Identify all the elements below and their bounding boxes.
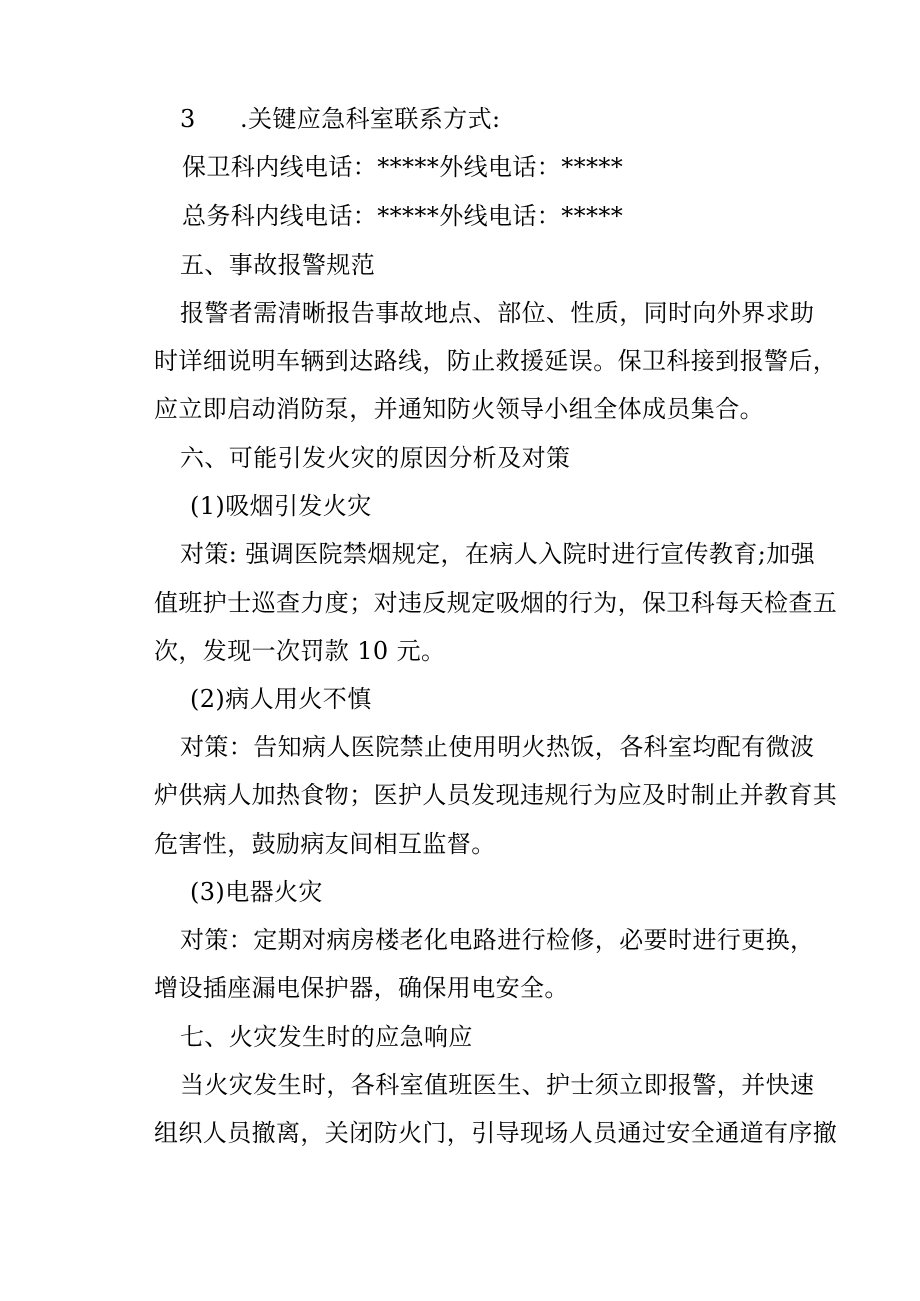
section-7-title: 七、火灾发生时的应急响应 [180,1023,473,1051]
item-1-title: (1)吸烟引发火灾 [190,492,372,520]
contact-heading [180,104,501,134]
contact-line-general-affairs: 总务科内线电话：*****外线电话：***** [182,202,624,230]
item-3-title: (3)电器火灾 [190,878,323,906]
section-5-title: 五、事故报警规范 [180,251,376,279]
contact-line-security: 保卫科内线电话：*****外线电话：***** [182,153,624,181]
item-2-paragraph-line-1: 对策：告知病人医院禁止使用明火热饭，各科室均配有微波 [180,733,815,761]
section-5-paragraph-line-2: 时详细说明车辆到达路线，防止救援延误。保卫科接到报警后， [154,347,838,375]
heading-number: 3 [180,105,196,133]
item-3-paragraph-line-1: 对策：定期对病房楼老化电路进行检修，必要时进行更换， [180,926,815,954]
item-1-paragraph-line-3: 次，发现一次罚款 10 元。 [154,637,446,665]
section-5-paragraph-line-1: 报警者需清晰报告事故地点、部位、性质，同时向外界求助 [180,299,815,327]
item-3-paragraph-line-2: 增设插座漏电保护器，确保用电安全。 [154,974,569,1002]
heading-text: .关键应急科室联系方式: [240,105,501,133]
item-2-paragraph-line-2: 炉供病人加热食物；医护人员发现违规行为应及时制止并教育其 [154,781,838,809]
section-5-paragraph-line-3: 应立即启动消防泵，并通知防火领导小组全体成员集合。 [154,395,764,423]
item-2-title: (2)病人用火不慎 [190,685,372,713]
item-2-paragraph-line-3: 危害性，鼓励病友间相互监督。 [154,830,496,858]
item-1-paragraph-line-1: 对策: 强调医院禁烟规定，在病人入院时进行宣传教育;加强 [180,540,815,568]
item-1-paragraph-line-2: 值班护士巡查力度；对违反规定吸烟的行为，保卫科每天检查五 [154,589,838,617]
section-7-paragraph-line-2: 组织人员撤离，关闭防火门，引导现场人员通过安全通道有序撤 [154,1119,838,1147]
section-7-paragraph-line-1: 当火灾发生时，各科室值班医生、护士须立即报警，并快速 [180,1071,815,1099]
section-6-title: 六、可能引发火灾的原因分析及对策 [180,444,571,472]
